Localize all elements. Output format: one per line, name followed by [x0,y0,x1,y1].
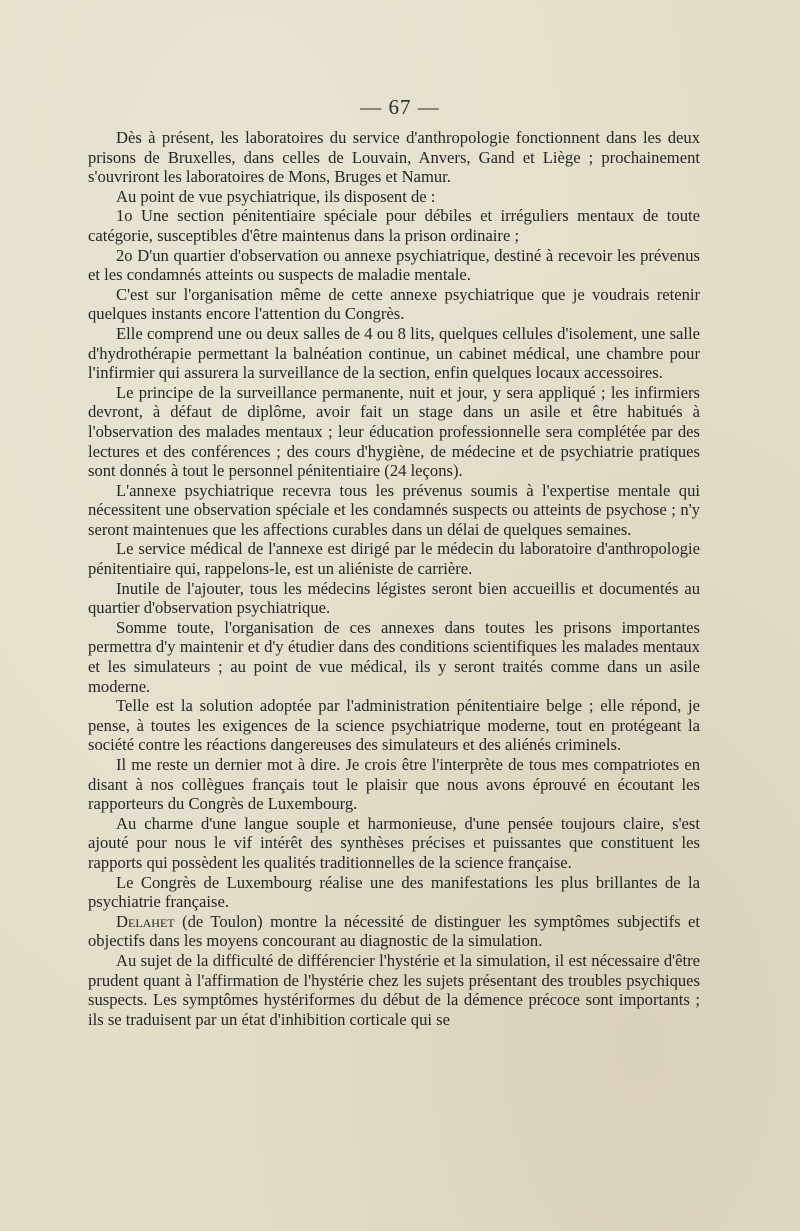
paragraph-psychiatric-view: Au point de vue psychiatrique, ils disposent de : [116,186,436,206]
paragraph-surveillance: Le principe de la surveillance permanente, nuit et jour, y sera appliqué ; les infirmiers devront, à défaut de diplôme, avoir fait un stage dans un asile et être habitués à l'observation des malades mentaux ; leur éducation professionnelle sera complétée par des lectures et des conférences ; des cours d'hygiène, de médecine et de psychiatrie pratiques sont donnés à tout le personnel pénitentiaire (24 leçons). [88,382,700,481]
paragraph-item-2: 2o D'un quartier d'observation ou annexe psychiatrique, destiné à recevoir les prévenus et les condamnés atteints ou suspects de maladie mentale. [88,245,700,285]
body-text [88,128,700,1029]
paragraph-annex: L'annexe psychiatrique recevra tous les prévenus soumis à l'expertise mentale qui nécessitent une observation spéciale et les condamnés suspects ou atteints de psychose ; n'y seront maintenues que les affections curables dans un délai de quelques semaines. [88,480,700,539]
author-name: Delahet [116,911,175,931]
paragraph-delahet-text: (de Toulon) montre la nécessité de distinguer les symptômes subjectifs et objectifs dans les moyens concourant au diagnostic de la simulation. [88,911,700,951]
paragraph-charm: Au charme d'une langue souple et harmonieuse, d'une pensée toujours claire, s'est ajouté pour nous le vif intérêt des synthèses précises et puissantes que constituent les rapports qui possèdent les qualités traditionnelles de la science française. [88,813,700,872]
paragraph-solution: Telle est la solution adoptée par l'administration pénitentiaire belge ; elle répond, je pense, à toutes les exigences de la science psychiatrique moderne, tout en protégeant la société contre les réactions dangereuses des simulateurs et des aliénés criminels. [88,696,700,755]
page-number: — 67 — [360,95,440,119]
paragraph-last-word: Il me reste un dernier mot à dire. Je crois être l'interprète de tous mes compatriotes en disant à nos collègues français tout le plaisir que nous avons éprouvé en écoutant les rapporteurs du Congrès de Luxembourg. [88,755,700,814]
paragraph-rooms: Elle comprend une ou deux salles de 4 ou 8 lits, quelques cellules d'isolement, une salle d'hydrothérapie permettant la balnéation continue, un cabinet médical, une chambre pour l'infirmier qui assurera la surveillance de la section, enfin quelques locaux accessoires. [88,323,700,383]
paragraph-item-1: 1o Une section pénitentiaire spéciale pour débiles et irréguliers mentaux de toute catégorie, susceptibles d'être maintenus dans la prison ordinaire ; [88,206,700,245]
paragraph-legal-doctors: Inutile de l'ajouter, tous les médecins légistes seront bien accueillis et documentés au quartier d'observation psychiatrique. [88,578,700,618]
paragraph-organisation: C'est sur l'organisation même de cette annexe psychiatrique que je voudrais retenir quelques instants encore l'attention du Congrès. [88,284,700,324]
paragraph-delahet [88,912,700,951]
paragraph-congress: Le Congrès de Luxembourg réalise une des manifestations les plus brillantes de la psychiatrie française. [88,872,700,912]
paragraph-summary: Somme toute, l'organisation de ces annexes dans toutes les prisons importantes permettra d'y maintenir et d'y étudier dans des conditions scientifiques les malades mentaux et les simulateurs ; au point de vue médical, ils y seront traités comme dans un asile moderne. [88,617,700,696]
paragraph-medical-service: Le service médical de l'annexe est dirigé par le médecin du laboratoire d'anthropologie pénitentiaire qui, rappelons-le, est un aliéniste de carrière. [88,539,700,579]
paragraph-laboratories: Dès à présent, les laboratoires du service d'anthropologie fonctionnent dans les deux prisons de Bruxelles, dans celles de Louvain, Anvers, Gand et Liège ; prochainement s'ouvriront les laboratoires de Mons, Bruges et Namur. [88,128,700,187]
paragraph-hysteria: Au sujet de la difficulté de différencier l'hystérie et la simulation, il est nécessaire d'être prudent quant à l'affirmation de l'hystérie chez les sujets présentant des troubles psychiques suspects. Les symptômes hystériformes du début de la démence précoce sont importants ; ils se traduisent par un état d'inhibition corticale qui se [88,950,700,1029]
